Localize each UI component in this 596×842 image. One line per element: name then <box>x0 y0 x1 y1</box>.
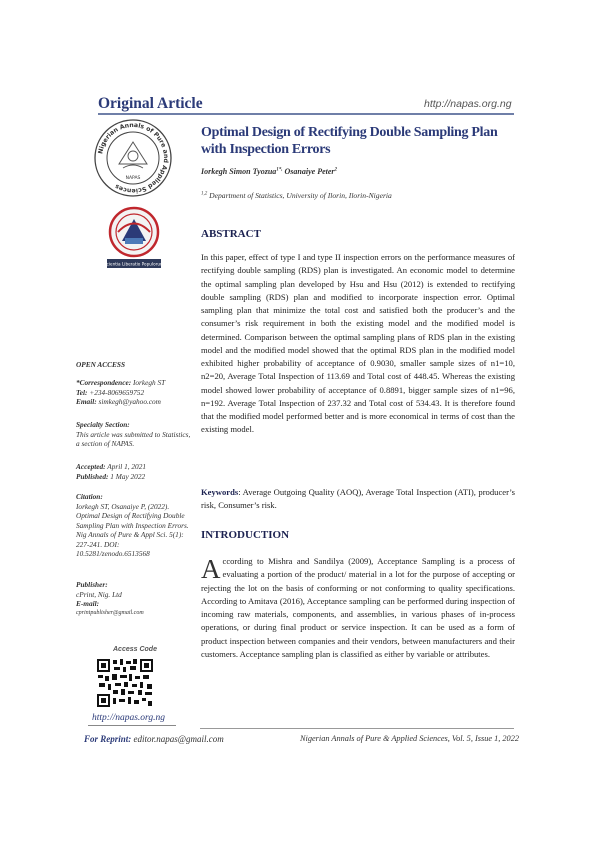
accepted-label: Accepted: <box>76 462 106 471</box>
society-ring-text: Nigerian Annals of Pure and Applied Sciences <box>97 121 170 195</box>
published-date: 1 May 2022 <box>110 471 146 481</box>
introduction-body: ccording to Mishra and Sandilya (2009), Acceptance Sampling is a process of evaluating a portion of the product/ material in a lot for the purpose of accepting or rejecting the lot on the basis of conforming or not conforming to quality specifications. According to Amitava (2016), Acceptance sampling can be performed during inspection of incoming raw materials, components, and assemblies, in various phases of in-process operations, or during final product or service inspection. It can be used as a form of product inspection between companies and their vendors, between manufacturers and their customers. Acceptance sampling plan is classified as either by variable or attributes. <box>201 556 515 659</box>
corr-name: Iorkegh ST <box>132 378 166 387</box>
keywords <box>201 486 515 513</box>
reprint-label: For Reprint: <box>84 734 132 744</box>
tel-value: +234-8069659752 <box>89 387 145 397</box>
header-url-link[interactable]: http://napas.org.ng <box>424 98 512 110</box>
article-affiliation <box>201 191 392 200</box>
citation-block <box>76 492 193 559</box>
footer-divider <box>200 728 514 729</box>
correspondence-block <box>76 378 193 407</box>
introduction-heading: INTRODUCTION <box>201 529 290 541</box>
citation-text: Iorkegh ST, Osanaiye P, (2022). Optimal Design of Rectifying Double Sampling Plan with Inspection Errors. Nig Annals of Pure & Appl Sci. 5(1): 227-241. DOI: 10.5281/zenodo.6513568 <box>76 501 189 558</box>
pub-email-link[interactable]: cprintpublisher@gmail.com <box>76 609 144 616</box>
qr-url-link[interactable]: http://napas.org.ng <box>92 713 166 723</box>
affiliation-text: Department of Statistics, University of Ilorin, Ilorin-Nigeria <box>209 191 392 200</box>
keywords-text: : Average Outgoing Quality (AOQ), Average Total Inspection (ATI), producer’s risk, Consumer’s risk. <box>201 487 515 511</box>
author-2-sup: 2 <box>334 167 338 173</box>
publisher-label: Publisher: <box>76 580 108 589</box>
citation-label: Citation: <box>76 492 103 501</box>
article-title: Optimal Design of Rectifying Double Sampling Plan with Inspection Errors <box>201 125 498 157</box>
header-divider <box>98 113 514 115</box>
dropcap-letter: A <box>201 554 221 584</box>
specialty-block <box>76 420 193 449</box>
specialty-text: This article was submitted to Statistics, a section of NAPAS. <box>76 429 191 448</box>
author-1-sup: 1*, <box>276 167 283 173</box>
university-crest-icon <box>103 205 165 273</box>
publisher-block <box>76 580 193 618</box>
qr-underline <box>88 725 176 726</box>
affiliation-sup: 1,2 <box>201 191 208 197</box>
corr-label: *Correspondence: <box>76 378 132 387</box>
university-logo <box>103 205 165 273</box>
university-banner-text: Scientia Liberatio Populorum <box>103 261 165 267</box>
accepted-date: April 1, 2021 <box>107 462 146 471</box>
author-1: Iorkegh Simon Tyozua <box>201 167 277 176</box>
pub-email-label: E-mail: <box>76 599 100 608</box>
author-2: Osanaiye Peter <box>284 167 335 176</box>
abstract-text: In this paper, effect of type I and type II inspection errors on the performance measures of rectifying double sampling (RDS) plan is investigated. An economic model to determine the optimal sampling plan developed by Hsu and Hsu (2012) is extended to rectifying double sampling (RDS) plan and modified to incorporate inspection error. Optimal sampling plan that minimize the total cost and satisfied both the producer’s and the consumer’s risk requirement in both the existing model and the modified model is determined. Comparison between the optimal sampling plans of RDS plan in the existing model and the modified model showed that the optimal RDS plan in the modified model exhibited higher probability of acceptance of 0.9030, smaller sample sizes of n1=10, n2=20, Average Total Inspection of 113.69 and Total cost of 448.45. Whereas the existing model showed lower probability of acceptance of 0.8891, bigger sample sizes of n1=96, n=192. Average Total Inspection of 237.32 and Total cost of 534.43. It is therefore found that the modified model performed better and is more economical in terms of cost than the existing model. <box>201 252 515 435</box>
qr-code-icon <box>96 658 154 708</box>
publisher-name: cPrint, Nig. Ltd <box>76 589 122 599</box>
qr-code[interactable] <box>96 658 154 708</box>
email-label: Email: <box>76 397 97 406</box>
footer-journal: Nigerian Annals of Pure & Applied Sciences, Vol. 5, Issue 1, 2022 <box>300 734 519 743</box>
footer-reprint <box>84 734 224 744</box>
specialty-label: Specialty Section: <box>76 420 130 429</box>
tel-label: Tel: <box>76 387 88 397</box>
society-inner-text: NAPAS <box>125 176 141 181</box>
introduction-text <box>201 555 515 661</box>
abstract-heading: ABSTRACT <box>201 228 261 240</box>
article-authors <box>201 167 337 176</box>
society-logo <box>93 118 173 198</box>
section-label: Original Article <box>98 95 203 112</box>
keywords-label: Keywords <box>201 487 239 497</box>
email-link[interactable]: simkegh@yahoo.com <box>98 397 161 406</box>
access-code-label: Access Code <box>113 646 157 653</box>
dates-block <box>76 462 193 481</box>
published-label: Published: <box>76 471 109 481</box>
open-access-label: OPEN ACCESS <box>76 360 126 369</box>
society-seal-icon <box>93 118 173 198</box>
reprint-email-link[interactable]: editor.napas@gmail.com <box>133 734 224 744</box>
